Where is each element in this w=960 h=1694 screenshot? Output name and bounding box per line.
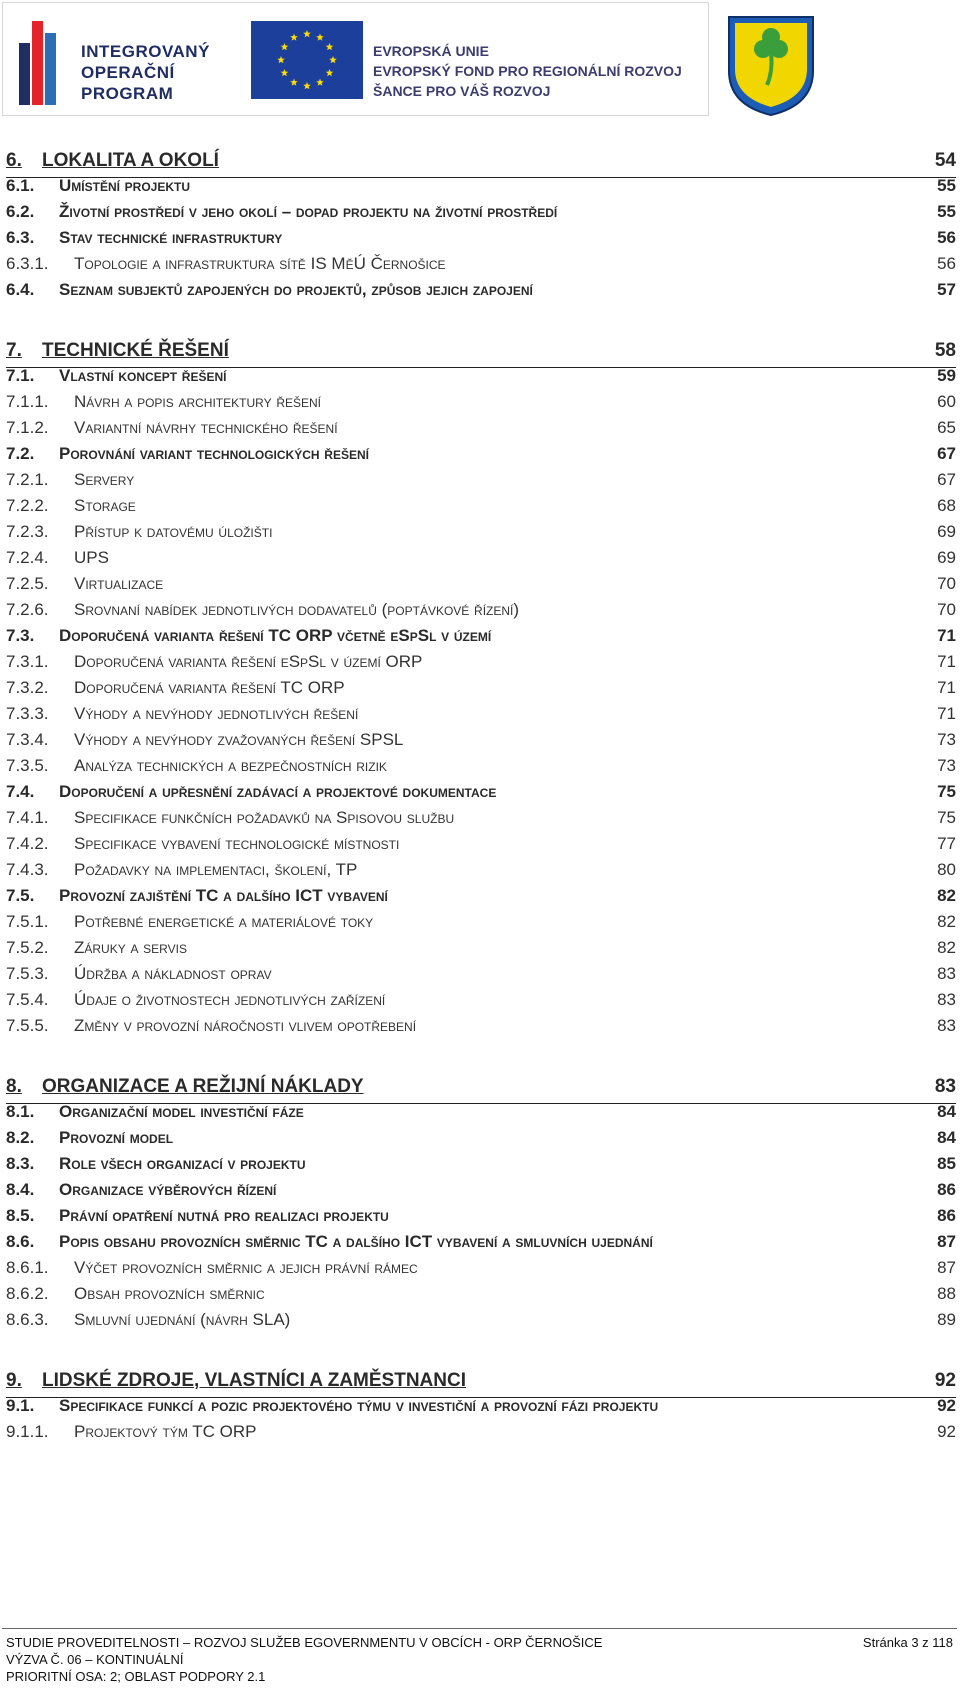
toc-entry-title: Výhody a nevýhody zvažovaných řešení SPSL bbox=[74, 730, 404, 749]
toc-entry-number: 9.1. bbox=[6, 1396, 35, 1415]
toc-entry-title: Organizační model investiční fáze bbox=[59, 1102, 304, 1121]
toc-entry-page: 80 bbox=[937, 860, 956, 879]
toc-entry-page: 86 bbox=[937, 1206, 956, 1225]
toc-entry[interactable] bbox=[6, 704, 956, 730]
toc-entry[interactable] bbox=[6, 1258, 956, 1284]
toc-entry-number: 8. bbox=[6, 1076, 22, 1097]
toc-entry-page: 92 bbox=[937, 1396, 956, 1415]
toc-entry-page: 54 bbox=[934, 150, 956, 171]
toc-entry-number: 6.3. bbox=[6, 228, 35, 247]
toc-entry[interactable] bbox=[6, 150, 956, 178]
toc-entry-number: 7.2.5. bbox=[6, 574, 49, 593]
toc-entry-number: 7.1. bbox=[6, 366, 35, 385]
toc-entry-number: 7. bbox=[6, 340, 22, 361]
toc-entry-number: 7.3.5. bbox=[6, 756, 49, 775]
toc-entry[interactable] bbox=[6, 860, 956, 886]
toc-entry-page: 87 bbox=[937, 1232, 956, 1251]
toc-entry-page: 84 bbox=[937, 1128, 956, 1147]
toc-entry-title: Obsah provozních směrnic bbox=[74, 1284, 265, 1303]
toc-entry-title: Stav technické infrastruktury bbox=[59, 228, 283, 247]
toc-entry[interactable] bbox=[6, 1128, 956, 1154]
toc-entry[interactable] bbox=[6, 228, 956, 254]
toc-entry-number: 7.5.5. bbox=[6, 1016, 49, 1035]
toc-entry[interactable] bbox=[6, 652, 956, 678]
iop-logo-line: PROGRAM bbox=[81, 84, 174, 103]
toc-entry-title: Údaje o životnostech jednotlivých zařízení bbox=[74, 990, 386, 1009]
toc-entry-title: Srovnaní nabídek jednotlivých dodavatelů (poptávkové řízení) bbox=[74, 600, 520, 619]
toc-entry-page: 75 bbox=[937, 808, 956, 827]
toc-entry-number: 8.6.2. bbox=[6, 1284, 49, 1303]
toc-entry-title: Přístup k datovému úložišti bbox=[74, 522, 273, 541]
toc-entry-title: Smluvní ujednání (návrh SLA) bbox=[74, 1310, 291, 1329]
toc-entry-title: Storage bbox=[74, 496, 136, 515]
toc-entry-page: 70 bbox=[937, 574, 956, 593]
toc-entry-page: 77 bbox=[937, 834, 956, 853]
toc-entry-page: 55 bbox=[937, 202, 956, 221]
toc-entry-page: 57 bbox=[937, 280, 956, 299]
toc-entry-page: 82 bbox=[937, 938, 956, 957]
toc-entry-number: 7.3.1. bbox=[6, 652, 49, 671]
toc-entry-title: Výhody a nevýhody jednotlivých řešení bbox=[74, 704, 359, 723]
toc-entry-title: Životní prostředí v jeho okolí – dopad projektu na životní prostředí bbox=[59, 202, 558, 221]
toc-entry[interactable] bbox=[6, 886, 956, 912]
toc-entry[interactable] bbox=[6, 392, 956, 418]
toc-entry-page: 65 bbox=[937, 418, 956, 437]
footer-priority-axis: PRIORITNÍ OSA: 2; OBLAST PODPORY 2.1 bbox=[6, 1669, 266, 1684]
toc-entry-title: Specifikace funkcí a pozic projektového týmu v investiční a provozní fázi projektu bbox=[59, 1396, 659, 1415]
toc-entry-title: Specifikace vybavení technologické místnosti bbox=[74, 834, 400, 853]
toc-entry[interactable] bbox=[6, 202, 956, 228]
toc-entry-page: 67 bbox=[937, 444, 956, 463]
toc-entry[interactable] bbox=[6, 964, 956, 990]
toc-entry-title: Údržba a nákladnost oprav bbox=[74, 964, 272, 983]
toc-entry[interactable] bbox=[6, 548, 956, 574]
toc-entry-number: 7.2.1. bbox=[6, 470, 49, 489]
toc-entry-page: 71 bbox=[937, 626, 956, 645]
toc-entry[interactable] bbox=[6, 176, 956, 202]
toc-entry[interactable] bbox=[6, 1310, 956, 1336]
toc-entry[interactable] bbox=[6, 1076, 956, 1104]
toc-entry-page: 83 bbox=[937, 990, 956, 1009]
toc-entry-title: Organizace výběrových řízení bbox=[59, 1180, 277, 1199]
toc-entry-page: 59 bbox=[937, 366, 956, 385]
toc-entry-page: 92 bbox=[934, 1370, 956, 1391]
toc-entry-number: 7.2.2. bbox=[6, 496, 49, 515]
toc-entry-number: 6.4. bbox=[6, 280, 35, 299]
toc-entry-number: 6.2. bbox=[6, 202, 35, 221]
toc-entry-page: 87 bbox=[937, 1258, 956, 1277]
toc-entry-title: Provozní model bbox=[59, 1128, 174, 1147]
toc-entry-number: 8.6.1. bbox=[6, 1258, 49, 1277]
toc-entry-title: Vlastní koncept řešení bbox=[59, 366, 227, 385]
toc-entry[interactable] bbox=[6, 990, 956, 1016]
toc-entry-page: 56 bbox=[937, 254, 956, 273]
toc-entry[interactable] bbox=[6, 340, 956, 368]
toc-entry[interactable] bbox=[6, 1232, 956, 1258]
toc-entry-title: LOKALITA A OKOLÍ bbox=[42, 150, 219, 171]
toc-entry-title: Popis obsahu provozních směrnic TC a dalšího ICT vybavení a smluvních ujednání bbox=[59, 1232, 653, 1251]
toc-entry-title: Virtualizace bbox=[74, 574, 164, 593]
toc-entry-page: 69 bbox=[937, 548, 956, 567]
iop-logo-line: OPERAČNÍ bbox=[81, 63, 175, 82]
toc-entry-number: 7.1.2. bbox=[6, 418, 49, 437]
toc-entry[interactable] bbox=[6, 366, 956, 392]
toc-entry[interactable] bbox=[6, 756, 956, 782]
toc-entry[interactable] bbox=[6, 254, 956, 280]
toc-entry-title: Specifikace funkčních požadavků na Spisovou službu bbox=[74, 808, 455, 827]
toc-entry-number: 7.4.2. bbox=[6, 834, 49, 853]
iop-logo-line: INTEGROVANÝ bbox=[81, 42, 210, 61]
toc-entry-page: 73 bbox=[937, 730, 956, 749]
toc-entry-number: 7.1.1. bbox=[6, 392, 49, 411]
toc-entry[interactable] bbox=[6, 522, 956, 548]
toc-entry-number: 7.3.3. bbox=[6, 704, 49, 723]
toc-entry-page: 92 bbox=[937, 1422, 956, 1441]
toc-entry-title: Provozní zajištění TC a dalšího ICT vybavení bbox=[59, 886, 388, 905]
toc-entry-title: Doporučená varianta řešení eSpSl v území ORP bbox=[74, 652, 423, 671]
toc-entry-number: 7.2. bbox=[6, 444, 35, 463]
toc-entry-title: Servery bbox=[74, 470, 135, 489]
toc-entry-title: Role všech organizací v projektu bbox=[59, 1154, 306, 1173]
toc-entry-title: ORGANIZACE A REŽIJNÍ NÁKLADY bbox=[42, 1076, 364, 1097]
toc-entry-page: 83 bbox=[937, 1016, 956, 1035]
toc-entry[interactable] bbox=[6, 574, 956, 600]
toc-entry-page: 83 bbox=[937, 964, 956, 983]
toc-entry-title: TECHNICKÉ ŘEŠENÍ bbox=[42, 340, 229, 361]
toc-entry-title: Změny v provozní náročnosti vlivem opotřebení bbox=[74, 1016, 417, 1035]
toc-entry[interactable] bbox=[6, 834, 956, 860]
eu-text-line: EVROPSKÝ FOND PRO REGIONÁLNÍ ROZVOJ bbox=[373, 63, 682, 79]
toc-entry-number: 8.6. bbox=[6, 1232, 35, 1251]
eu-text-line: ŠANCE PRO VÁŠ ROZVOJ bbox=[373, 83, 551, 99]
toc-entry-title: LIDSKÉ ZDROJE, VLASTNÍCI A ZAMĚSTNANCI bbox=[42, 1370, 466, 1391]
toc-entry[interactable] bbox=[6, 1016, 956, 1042]
toc-entry-page: 89 bbox=[937, 1310, 956, 1329]
toc-entry-title: Záruky a servis bbox=[74, 938, 187, 957]
toc-entry-title: Topologie a infrastruktura sítě IS MěÚ Černošice bbox=[74, 254, 446, 273]
toc-entry-page: 88 bbox=[937, 1284, 956, 1303]
toc-entry-number: 6.1. bbox=[6, 176, 35, 195]
page-footer bbox=[2, 1628, 957, 1693]
toc-entry-page: 71 bbox=[937, 678, 956, 697]
footer-page-number: Stránka 3 z 118 bbox=[862, 1635, 953, 1650]
toc-entry-page: 71 bbox=[937, 652, 956, 671]
toc-entry[interactable] bbox=[6, 280, 956, 306]
toc-entry-number: 7.2.6. bbox=[6, 600, 49, 619]
toc-entry-page: 86 bbox=[937, 1180, 956, 1199]
toc-entry-page: 56 bbox=[937, 228, 956, 247]
toc-entry[interactable] bbox=[6, 1422, 956, 1448]
toc-entry-number: 7.5. bbox=[6, 886, 35, 905]
toc-entry-title: Seznam subjektů zapojených do projektů, způsob jejich zapojení bbox=[59, 280, 533, 299]
toc-entry[interactable] bbox=[6, 444, 956, 470]
toc-entry[interactable] bbox=[6, 938, 956, 964]
toc-entry-page: 75 bbox=[937, 782, 956, 801]
toc-entry-number: 7.3.4. bbox=[6, 730, 49, 749]
toc-entry-title: Doporučení a upřesnění zadávací a projektové dokumentace bbox=[59, 782, 497, 801]
toc-entry[interactable] bbox=[6, 678, 956, 704]
toc-entry-number: 7.5.1. bbox=[6, 912, 49, 931]
toc-entry-page: 55 bbox=[937, 176, 956, 195]
toc-entry-number: 8.5. bbox=[6, 1206, 35, 1225]
footer-call: VÝZVA Č. 06 – KONTINUÁLNÍ bbox=[6, 1652, 184, 1667]
toc-entry-page: 68 bbox=[937, 496, 956, 515]
toc-entry-page: 67 bbox=[937, 470, 956, 489]
toc-entry-number: 9.1.1. bbox=[6, 1422, 49, 1441]
toc-entry-number: 7.5.2. bbox=[6, 938, 49, 957]
toc-entry[interactable] bbox=[6, 1284, 956, 1310]
toc-entry-title: Analýza technických a bezpečnostních rizik bbox=[74, 756, 387, 775]
toc-entry-page: 82 bbox=[937, 912, 956, 931]
toc-entry-title: Doporučená varianta řešení TC ORP bbox=[74, 678, 345, 697]
toc-entry[interactable] bbox=[6, 1370, 956, 1398]
toc-entry-number: 8.4. bbox=[6, 1180, 35, 1199]
eu-text-line: EVROPSKÁ UNIE bbox=[373, 43, 489, 59]
toc-entry[interactable] bbox=[6, 626, 956, 652]
toc-entry-page: 73 bbox=[937, 756, 956, 775]
toc-entry-title: Umístění projektu bbox=[59, 176, 191, 195]
toc-entry-title: Porovnání variant technologických řešení bbox=[59, 444, 369, 463]
toc-entry-title: Doporučená varianta řešení TC ORP včetně eSpSl v území bbox=[59, 626, 492, 645]
toc-entry[interactable] bbox=[6, 496, 956, 522]
toc-entry-number: 7.2.3. bbox=[6, 522, 49, 541]
toc-entry-number: 8.3. bbox=[6, 1154, 35, 1173]
toc-entry-title: Variantní návrhy technického řešení bbox=[74, 418, 338, 437]
toc-entry-number: 7.5.4. bbox=[6, 990, 49, 1009]
toc-entry[interactable] bbox=[6, 1206, 956, 1232]
toc-entry-number: 7.4.3. bbox=[6, 860, 49, 879]
toc-entry[interactable] bbox=[6, 600, 956, 626]
toc-entry-number: 6. bbox=[6, 150, 22, 171]
toc-entry[interactable] bbox=[6, 1102, 956, 1128]
toc-entry-number: 8.6.3. bbox=[6, 1310, 49, 1329]
toc-entry-title: Návrh a popis architektury řešení bbox=[74, 392, 321, 411]
toc-entry-page: 85 bbox=[937, 1154, 956, 1173]
toc-entry-number: 9. bbox=[6, 1370, 22, 1391]
toc-entry-page: 70 bbox=[937, 600, 956, 619]
toc-entry-number: 7.5.3. bbox=[6, 964, 49, 983]
toc-entry-number: 7.4. bbox=[6, 782, 35, 801]
toc-entry-number: 8.1. bbox=[6, 1102, 35, 1121]
toc-entry-page: 71 bbox=[937, 704, 956, 723]
toc-entry-title: Právní opatření nutná pro realizaci projektu bbox=[59, 1206, 389, 1225]
toc-entry-page: 58 bbox=[934, 340, 956, 361]
toc-entry[interactable] bbox=[6, 1154, 956, 1180]
toc-entry-title: Výčet provozních směrnic a jejich právní rámec bbox=[74, 1258, 418, 1277]
toc-entry[interactable] bbox=[6, 730, 956, 756]
toc-entry-number: 6.3.1. bbox=[6, 254, 49, 273]
toc-entry-page: 69 bbox=[937, 522, 956, 541]
footer-study-title: STUDIE PROVEDITELNOSTI – ROZVOJ SLUŽEB EGOVERNMENTU V OBCÍCH - ORP ČERNOŠICE bbox=[6, 1635, 603, 1650]
toc-entry-page: 83 bbox=[934, 1076, 956, 1097]
toc-entry[interactable] bbox=[6, 912, 956, 938]
toc-entry[interactable] bbox=[6, 470, 956, 496]
toc-entry-number: 7.3.2. bbox=[6, 678, 49, 697]
toc-entry-title: Projektový tým TC ORP bbox=[74, 1422, 257, 1441]
toc-entry[interactable] bbox=[6, 1180, 956, 1206]
toc-entry[interactable] bbox=[6, 418, 956, 444]
toc-entry-number: 8.2. bbox=[6, 1128, 35, 1147]
toc-entry-number: 7.4.1. bbox=[6, 808, 49, 827]
toc-entry[interactable] bbox=[6, 808, 956, 834]
toc-entry[interactable] bbox=[6, 1396, 956, 1422]
toc-entry-page: 84 bbox=[937, 1102, 956, 1121]
toc-entry-page: 60 bbox=[937, 392, 956, 411]
toc-entry-title: Potřebné energetické a materiálové toky bbox=[74, 912, 374, 931]
toc-entry-title: UPS bbox=[74, 548, 109, 567]
toc-entry-page: 82 bbox=[937, 886, 956, 905]
toc-entry-number: 7.2.4. bbox=[6, 548, 49, 567]
toc-entry[interactable] bbox=[6, 782, 956, 808]
toc-entry-number: 7.3. bbox=[6, 626, 35, 645]
toc-entry-title: Požadavky na implementaci, školení, TP bbox=[74, 860, 358, 879]
